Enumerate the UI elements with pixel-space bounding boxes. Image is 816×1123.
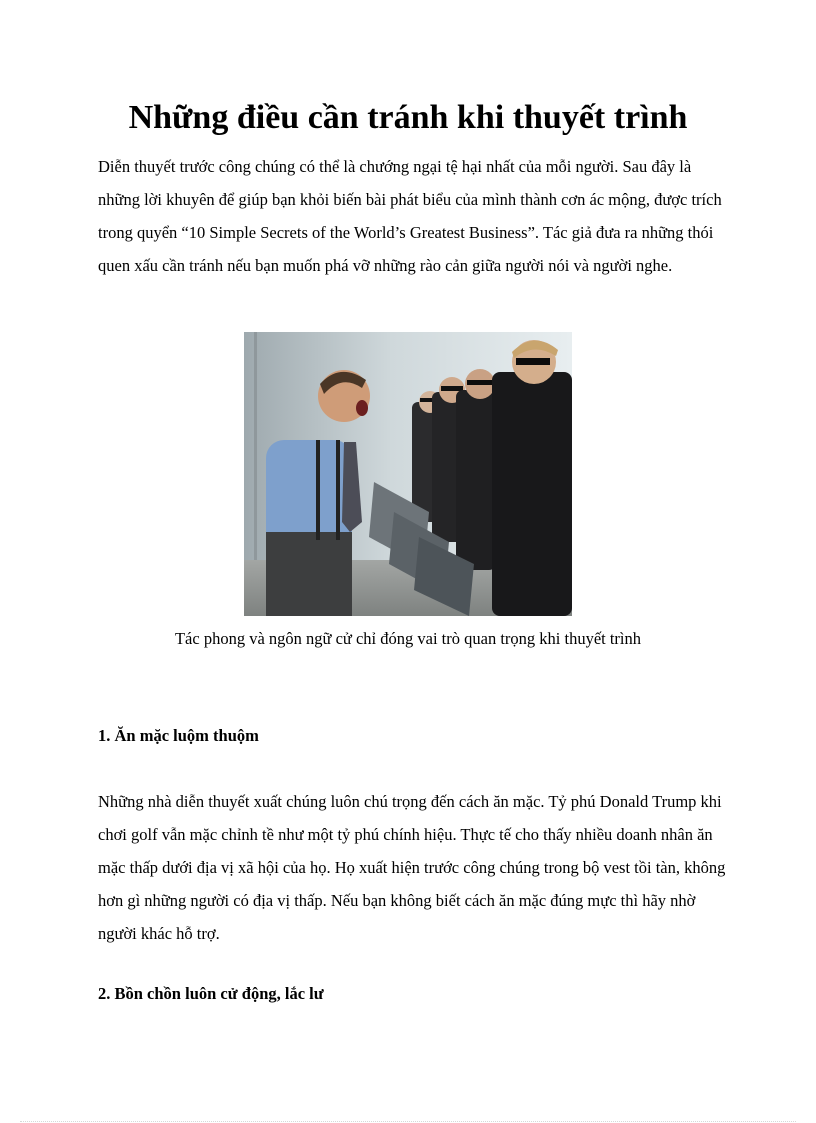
presentation-photo (244, 332, 572, 616)
intro-paragraph: Diễn thuyết trước công chúng có thể là chướng ngại tệ hại nhất của mỗi người. Sau đây là những lời khuyên để giúp bạn khỏi biến bài phát biểu của mình thành cơn ác mộng, được trích trong quyển “10 Simple Secrets of the World’s Greatest Business”. Tác giả đưa ra những thói quen xấu cần tránh nếu bạn muốn phá vỡ những rào cản giữa người nói và người nghe. (98, 157, 722, 275)
section-heading: 2. Bồn chồn luôn cử động, lắc lư (98, 984, 324, 1003)
document-title: Những điều cần tránh khi thuyết trình (128, 99, 688, 136)
section-heading: 1. Ăn mặc luộm thuộm (98, 726, 259, 745)
figure-caption: Tác phong và ngôn ngữ cử chỉ đóng vai trò quan trọng khi thuyết trình (174, 629, 642, 648)
section-body: Những nhà diễn thuyết xuất chúng luôn chú trọng đến cách ăn mặc. Tỷ phú Donald Trump khi chơi golf vẫn mặc chỉnh tề như một tỷ phú chính hiệu. Thực tế cho thấy nhiều doanh nhân ăn mặc thấp dưới địa vị xã hội của họ. Họ xuất hiện trước công chúng trong bộ vest tồi tàn, không hơn gì những người có địa vị thấp. Nếu bạn không biết cách ăn mặc đúng mực thì hãy nhờ người khác hỗ trợ. (98, 792, 726, 943)
page-bottom-divider (20, 1121, 796, 1122)
